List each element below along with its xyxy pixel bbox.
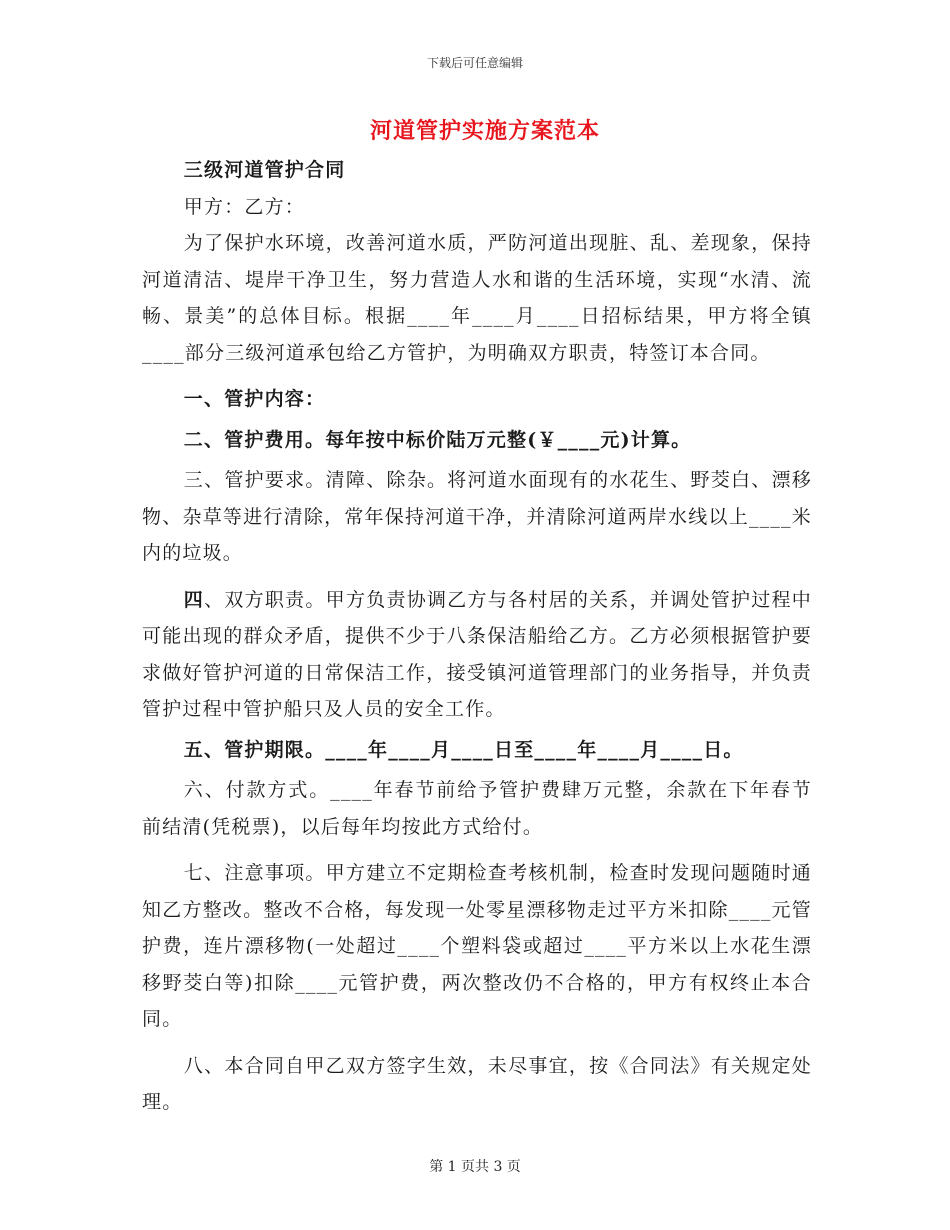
- section-3: 三、管护要求。清障、除杂。将河道水面现有的水花生、野茭白、漂移物、杂草等进行清除，常年保持河道干净，并清除河道两岸水线以上____米内的垃圾。: [142, 469, 812, 564]
- section-1: 一、管护内容：: [183, 388, 326, 410]
- section-2: 二、管护费用。每年按中标价陆万元整(￥____元)计算。: [183, 428, 692, 451]
- contract-intro: 为了保护水环境，改善河道水质，严防河道出现脏、乱、差现象，保持河道清洁、堤岸干净卫生，努力营造人水和谐的生活环境，实现“水清、流畅、景美”的总体目标。根据____年____月____日招标结果，甲方将全镇____部分三级河道承包给乙方管护，为明确双方职责，特签订本合同。: [142, 232, 812, 364]
- section-5: 五、管护期限。____年____月____日至____年____月____日。: [183, 738, 744, 761]
- section-4: [142, 582, 812, 728]
- contract-parties: 甲方：乙方：: [183, 195, 305, 218]
- contract-subtitle: 三级河道管护合同: [183, 159, 346, 181]
- section-4-number: 四: [183, 588, 205, 611]
- document-title: 河道管护实施方案范本: [369, 118, 600, 144]
- section-8: 八、本合同自甲乙双方签字生效，未尽事宜，按《合同法》有关规定处理。: [142, 1054, 812, 1113]
- section-4-text: 、双方职责。甲方负责协调乙方与各村居的关系，并调处管护过程中可能出现的群众矛盾，提供不少于八条保洁船给乙方。乙方必须根据管护要求做好管护河道的日常保洁工作，接受镇河道管理部门的业务指导，并负责管护过程中管护船只及人员的安全工作。: [142, 588, 812, 720]
- section-7: 七、注意事项。甲方建立不定期检查考核机制，检查时发现问题随时通知乙方整改。整改不合格，每发现一处零星漂移物走过平方米扣除____元管护费，连片漂移物(一处超过____个塑料袋或超过____平方米以上水花生漂移野茭白等)扣除____元管护费，两次整改仍不合格的，甲方有权终止本合同。: [142, 862, 812, 1030]
- section-6: 六、付款方式。____年春节前给予管护费肆万元整，余款在下年春节前结清(凭税票)，以后每年均按此方式给付。: [142, 779, 812, 838]
- document-body: [142, 152, 812, 1121]
- page-footer: 第 1 页共 3 页: [429, 1159, 521, 1175]
- header-note: 下载后可任意编辑: [426, 56, 523, 70]
